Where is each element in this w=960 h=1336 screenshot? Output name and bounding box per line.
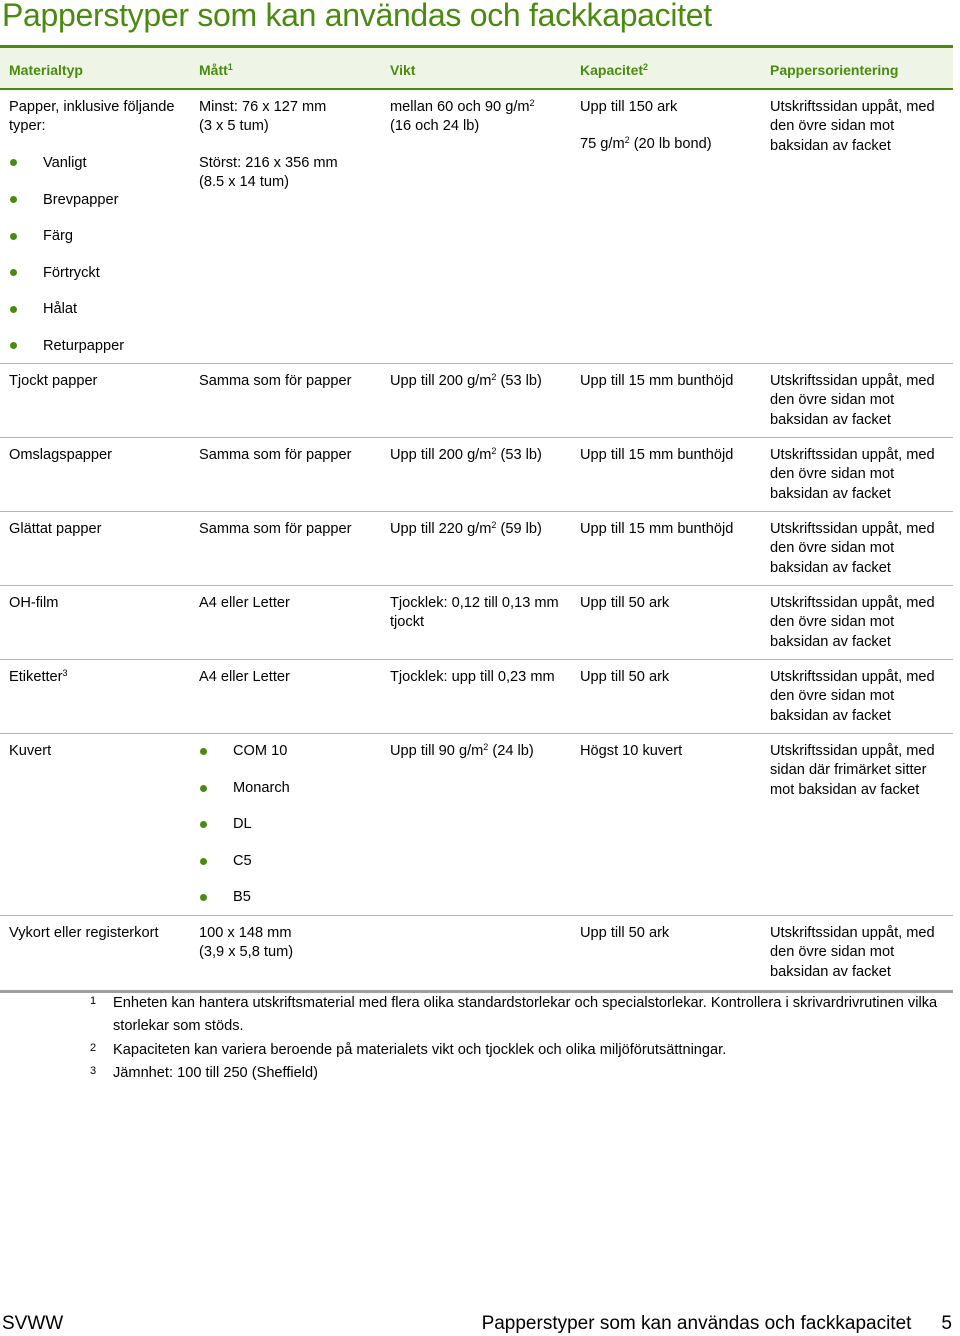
footer-title: Papperstyper som kan användas och fackkapacitet (481, 1313, 912, 1334)
row-divider (0, 915, 953, 916)
cell-orientation: Utskriftssidan uppåt, med den övre sidan mot baksidan av facket (770, 447, 935, 502)
bullet-icon (200, 894, 207, 901)
page-title: Papperstyper som kan användas och fackkapacitet (2, 0, 712, 33)
bullet-icon (10, 159, 17, 166)
list-item: Monarch (233, 780, 290, 796)
row-divider (0, 511, 953, 512)
cell-size: Samma som för papper (199, 521, 352, 537)
cell-material-type: Kuvert (9, 743, 52, 759)
cell-size: Samma som för papper (199, 373, 352, 389)
page-number: 5 (941, 1313, 952, 1334)
header-weight: Vikt (390, 62, 416, 78)
bullet-icon (10, 269, 17, 276)
row-divider (0, 733, 953, 734)
cell-material-type: Glättat papper (9, 521, 102, 537)
footnote-text: Jämnhet: 100 till 250 (Sheffield) (113, 1065, 318, 1081)
cell-size: A4 eller Letter (199, 669, 290, 685)
list-item: Förtryckt (43, 265, 100, 281)
list-item: DL (233, 816, 252, 832)
cell-material-type: Omslagspapper (9, 447, 113, 463)
bullet-icon (10, 233, 17, 240)
cell-capacity-weight: 75 $g/m^2$ (20 lb bond) (580, 135, 712, 152)
footnote-text: Enheten kan hantera utskriftsmaterial med flera olika standardstorlekar och specialstorlekar. Kontrollera i skrivardrivrutinen vilka storlekar som stöds. (113, 995, 938, 1035)
bullet-icon (10, 342, 17, 349)
cell-orientation: Utskriftssidan uppåt, med den övre sidan mot baksidan av facket (770, 373, 935, 428)
cell-weight: Upp till 200 $g/m^2$ (53 lb) (390, 446, 542, 463)
list-item: COM 10 (233, 743, 288, 759)
cell-weight: Upp till 220 $g/m^2$ (59 lb) (390, 520, 542, 537)
cell-material-type: Vykort eller registerkort (9, 925, 159, 941)
header-size: Mått$^1$ (199, 62, 233, 78)
bullet-icon (200, 858, 207, 865)
row-divider (0, 437, 953, 438)
cell-size-min: Minst: 76 x 127 mm (3 x 5 tum) (199, 99, 327, 135)
cell-capacity: Upp till 50 ark (580, 595, 670, 611)
cell-size: 100 x 148 mm (3,9 x 5,8 tum) (199, 925, 294, 961)
bullet-icon (200, 748, 207, 755)
cell-size-max: Störst: 216 x 356 mm (8.5 x 14 tum) (199, 155, 338, 191)
cell-orientation: Utskriftssidan uppåt, med den övre sidan mot baksidan av facket (770, 99, 935, 154)
header-capacity: Kapacitet$^2$ (580, 62, 649, 78)
header-material-type: Materialtyp (9, 62, 83, 78)
list-item: Brevpapper (43, 192, 119, 208)
cell-capacity: Upp till 50 ark (580, 925, 670, 941)
cell-capacity: Upp till 15 mm bunthöjd (580, 521, 734, 537)
cell-weight: Tjocklek: 0,12 till 0,13 mm tjockt (390, 595, 559, 631)
list-item: Returpapper (43, 338, 125, 354)
cell-material-type: Papper, inklusive följande typer: (9, 99, 175, 135)
row-divider (0, 363, 953, 364)
footnote-number: 3 (90, 1065, 97, 1077)
footer-section-code: SVWW (2, 1313, 64, 1334)
row-divider (0, 585, 953, 586)
cell-orientation: Utskriftssidan uppåt, med sidan där frimärket sitter mot baksidan av facket (770, 743, 935, 798)
header-rule (0, 88, 953, 90)
cell-capacity: Upp till 15 mm bunthöjd (580, 373, 734, 389)
footer-title-page (482, 1313, 952, 1335)
cell-material-type: Tjockt papper (9, 373, 98, 389)
bullet-icon (10, 306, 17, 313)
cell-capacity: Högst 10 kuvert (580, 743, 683, 759)
cell-material-type: Etiketter$^3$ (9, 668, 68, 685)
cell-size: A4 eller Letter (199, 595, 290, 611)
cell-weight: Upp till 200 $g/m^2$ (53 lb) (390, 372, 542, 389)
bullet-icon (10, 196, 17, 203)
list-item: Hålat (43, 301, 78, 317)
header-orientation: Pappersorientering (770, 62, 899, 78)
cell-orientation: Utskriftssidan uppåt, med den övre sidan mot baksidan av facket (770, 925, 935, 980)
bullet-icon (200, 821, 207, 828)
cell-weight: Upp till 90 $g/m^2$ (24 lb) (390, 742, 534, 759)
cell-weight: mellan 60 och 90 $g/m^2$ (16 och 24 lb) (390, 98, 535, 135)
footnote-number: 1 (90, 995, 97, 1007)
row-divider (0, 659, 953, 660)
list-item: C5 (233, 853, 252, 869)
cell-orientation: Utskriftssidan uppåt, med den övre sidan mot baksidan av facket (770, 595, 935, 650)
cell-material-type: OH-film (9, 595, 59, 611)
cell-weight: Tjocklek: upp till 0,23 mm (390, 669, 555, 685)
list-item: B5 (233, 889, 251, 905)
list-item: Färg (43, 228, 74, 244)
table-header-row (0, 48, 953, 88)
footnote-number: 2 (90, 1042, 97, 1054)
cell-orientation: Utskriftssidan uppåt, med den övre sidan mot baksidan av facket (770, 521, 935, 576)
cell-size: Samma som för papper (199, 447, 352, 463)
cell-capacity-sheets: Upp till 150 ark (580, 99, 678, 115)
cell-capacity: Upp till 15 mm bunthöjd (580, 447, 734, 463)
list-item: Vanligt (43, 155, 87, 171)
cell-capacity: Upp till 50 ark (580, 669, 670, 685)
bullet-icon (200, 785, 207, 792)
footnote-text: Kapaciteten kan variera beroende på materialets vikt och tjocklek och olika miljöförutsättningar. (113, 1042, 727, 1058)
cell-orientation: Utskriftssidan uppåt, med den övre sidan mot baksidan av facket (770, 669, 935, 724)
